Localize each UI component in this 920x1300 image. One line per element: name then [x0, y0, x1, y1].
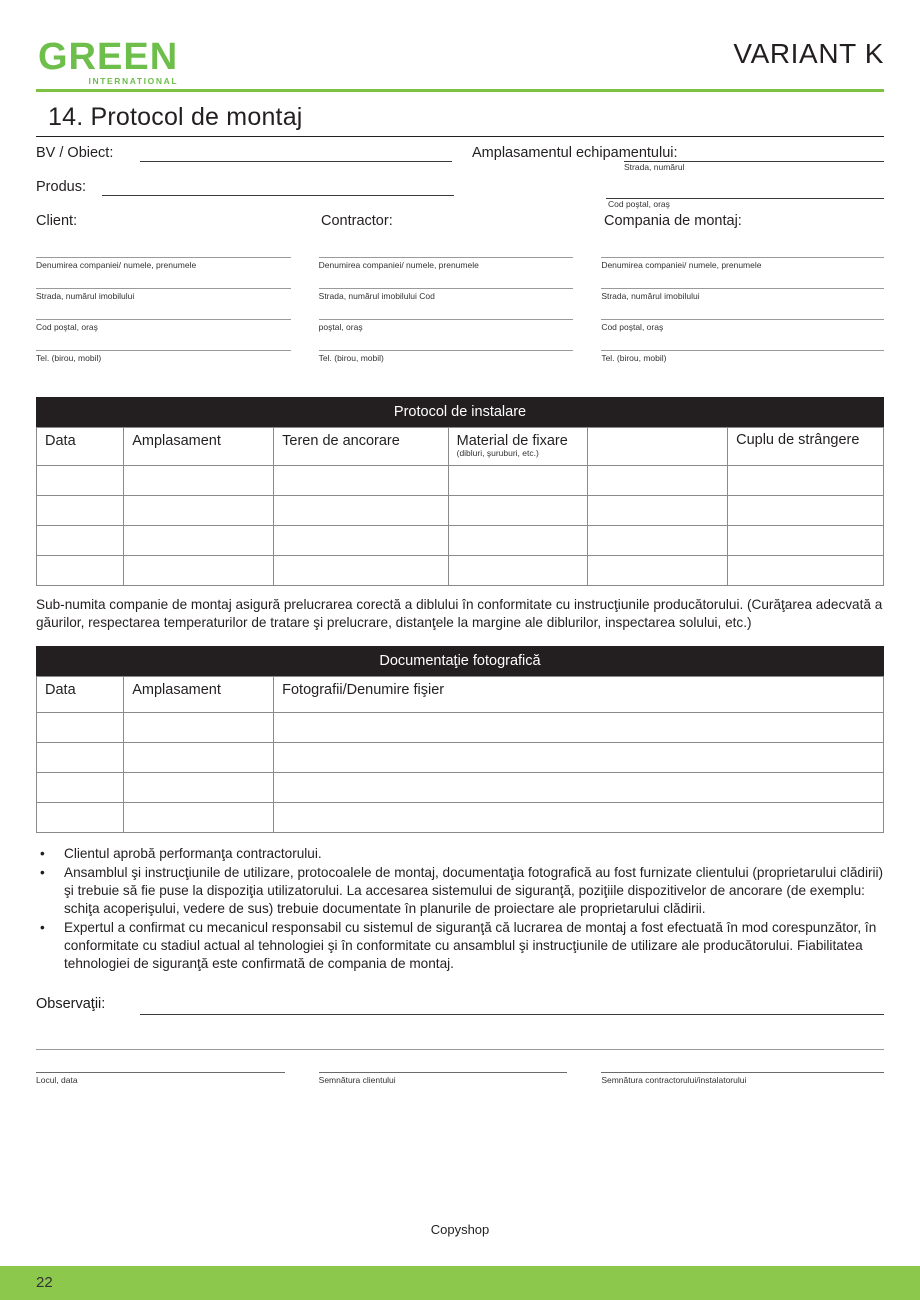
table-cell[interactable] — [274, 712, 884, 742]
install-note-paragraph: Sub-numita companie de montaj asigură prelucrarea corectă a diblului în conformitate cu instrucţiunile producătorului. (Curăţarea adecvată a găurilor, respectarea temperaturilor de tratare şi prelucrare, distanţele la margine ale diblurilor, inspectarea solului, etc.) — [36, 597, 883, 630]
col-header-amplasament — [124, 428, 274, 466]
top-form — [36, 137, 884, 257]
table-cell[interactable] — [124, 556, 274, 586]
produs-label: Produs: — [36, 179, 86, 195]
col-header-cuplu-strangere — [728, 428, 884, 466]
signature-caption: Locul, data — [36, 1075, 78, 1086]
observations-section — [36, 994, 884, 1094]
table-cell[interactable] — [37, 556, 124, 586]
table-cell[interactable] — [274, 802, 884, 832]
col-header-label: Data — [45, 433, 76, 449]
amplasament-echipament-label: Amplasamentul echipamentului: — [472, 145, 678, 161]
client-column-label: Client: — [36, 213, 78, 229]
bv-object-label: BV / Obiect: — [36, 145, 114, 161]
list-item-text: Ansamblul şi instrucţiunile de utilizare, protocoalele de montaj, documentaţia fotografică au fost furnizate clientului (proprietarului clădirii) şi trebuie să fie puse la dispoziţia utilizatorului. La accesarea sistemului de siguranţă, poziţiile dispozitivelor de ancorare (de exemplu: schiţa acoperişului, vedere de sus) trebuie documentate în planurile de proiectare ale proprietarului clădirii. — [64, 864, 884, 916]
address-field[interactable] — [319, 257, 574, 288]
install-protocol-table — [36, 427, 884, 586]
address-field-caption: Denumirea companiei/ numele, prenumele — [601, 260, 762, 270]
page-number: 22 — [36, 1274, 53, 1291]
table-cell[interactable] — [124, 712, 274, 742]
variant-label: VARIANT K — [733, 38, 884, 69]
table-cell[interactable] — [37, 466, 124, 496]
logo-wordmark: GREEN — [38, 36, 179, 78]
table-row[interactable] — [37, 712, 884, 742]
bv-object-input-line[interactable] — [140, 161, 452, 162]
table-cell[interactable] — [124, 742, 274, 772]
contractor-column-label: Contractor: — [321, 213, 393, 229]
list-item — [36, 919, 884, 973]
col-header-label: Fotografii/Denumire fişier — [282, 681, 445, 698]
address-field-caption: Denumirea companiei/ numele, prenumele — [318, 260, 479, 270]
bullet-dot-icon: • — [40, 864, 45, 880]
install-protocol-table-wrap — [36, 397, 884, 586]
address-field-caption: poştal, oraş — [318, 322, 363, 332]
table-cell[interactable] — [37, 712, 124, 742]
signature-caption: Semnătura contractorului/instalatorului — [601, 1075, 747, 1086]
address-field[interactable] — [36, 319, 291, 350]
address-field[interactable] — [319, 319, 574, 350]
list-item-text: Expertul a confirmat cu mecanicul responsabil cu sistemul de siguranţă că lucrarea de montaj a fost efectuată în mod corespunzător, în conformitate cu stadiul actual al tehnologiei şi în conformitate cu ansamblul şi instrucţiunile de utilizare ale producătorului. Fiabilitatea tehnologiei de siguranţă este confirmată de compania de montaj. — [64, 919, 877, 971]
table-cell[interactable] — [37, 802, 124, 832]
col-header-teren-ancorare — [274, 428, 448, 466]
install-protocol-table-body — [37, 466, 884, 586]
table-cell[interactable] — [37, 772, 124, 802]
col-header-label: Amplasament — [132, 681, 221, 698]
table-row[interactable] — [37, 802, 884, 832]
photo-documentation-table-body — [37, 712, 884, 832]
signature-block-contractor[interactable] — [601, 1072, 884, 1085]
table-cell[interactable] — [728, 556, 884, 586]
list-item — [36, 845, 884, 863]
list-item — [36, 864, 884, 918]
table-row[interactable] — [37, 772, 884, 802]
address-field[interactable] — [601, 288, 884, 319]
table-cell[interactable] — [124, 526, 274, 556]
address-field-caption: Strada, numărul imobilului — [36, 291, 135, 301]
observations-label: Observaţii: — [36, 996, 106, 1013]
table-cell[interactable] — [124, 496, 274, 526]
photo-documentation-table-wrap — [36, 646, 884, 833]
address-field-caption: Tel. (birou, mobil) — [36, 353, 102, 363]
table-cell[interactable] — [448, 556, 588, 586]
address-field[interactable] — [36, 350, 291, 381]
table-row[interactable] — [37, 556, 884, 586]
table-cell[interactable] — [588, 556, 728, 586]
list-item-text: Clientul aprobă performanţa contractorului. — [64, 845, 322, 861]
signature-caption: Semnătura clientului — [318, 1075, 396, 1086]
address-field-caption: Tel. (birou, mobil) — [601, 353, 667, 363]
address-field[interactable] — [601, 350, 884, 381]
table-cell[interactable] — [274, 772, 884, 802]
table-row[interactable] — [37, 466, 884, 496]
col-header-label: Amplasament — [132, 433, 221, 449]
section-title-block — [36, 92, 884, 137]
bullet-dot-icon: • — [40, 919, 45, 935]
observations-input-line-2[interactable] — [36, 1049, 884, 1050]
table-cell[interactable] — [37, 742, 124, 772]
table-cell[interactable] — [274, 466, 448, 496]
address-field-caption: Strada, numărul imobilului — [601, 291, 700, 301]
address-field[interactable] — [601, 319, 884, 350]
col-header-label: Cuplu de strângere — [736, 432, 860, 448]
photo-documentation-table-title: Documentaţie fotografică — [36, 646, 884, 676]
table-cell[interactable] — [124, 772, 274, 802]
address-column-client — [36, 257, 319, 381]
table-cell[interactable] — [274, 496, 448, 526]
col-header-label: Material de fixare — [456, 433, 568, 449]
table-cell[interactable] — [588, 466, 728, 496]
col-header-material-fixare — [448, 428, 588, 466]
col-header-sublabel: (dibluri, şuruburi, etc.) — [456, 448, 539, 458]
address-field-caption: Denumirea companiei/ numele, prenumele — [36, 260, 197, 270]
table-cell[interactable] — [728, 496, 884, 526]
header-green-rule — [36, 89, 884, 92]
logo-subtitle: INTERNATIONAL — [88, 76, 179, 86]
conditions-bullet-list — [36, 845, 884, 973]
bullet-dot-icon: • — [40, 845, 45, 861]
address-field[interactable] — [319, 288, 574, 319]
table-cell[interactable] — [448, 466, 588, 496]
signature-row — [36, 1072, 884, 1085]
table-cell[interactable] — [124, 802, 274, 832]
address-field[interactable] — [36, 288, 291, 319]
amplasament-strada-caption: Strada, numărul — [624, 162, 685, 172]
address-field-caption: Cod poştal, oraş — [36, 322, 98, 332]
col-header-data — [37, 676, 124, 712]
table-cell[interactable] — [274, 556, 448, 586]
table-cell[interactable] — [37, 526, 124, 556]
table-cell[interactable] — [728, 466, 884, 496]
footer-text: Copyshop — [430, 1222, 490, 1237]
page-title: 14. Protocol de montaj — [48, 103, 303, 131]
table-cell[interactable] — [37, 496, 124, 526]
install-protocol-table-title: Protocol de instalare — [36, 397, 884, 427]
table-cell[interactable] — [124, 466, 274, 496]
table-cell[interactable] — [448, 496, 588, 526]
photo-documentation-table — [36, 676, 884, 833]
address-column-compania-montaj — [601, 257, 884, 381]
signature-block-locul-data[interactable] — [36, 1072, 319, 1085]
address-field[interactable] — [36, 257, 291, 288]
compania-montaj-column-label: Compania de montaj: — [604, 213, 742, 229]
table-row[interactable] — [37, 742, 884, 772]
address-columns — [36, 257, 884, 381]
address-column-contractor — [319, 257, 602, 381]
table-cell[interactable] — [274, 526, 448, 556]
col-header-fotografii — [274, 676, 884, 712]
address-field[interactable] — [319, 350, 574, 381]
observations-input-line-1[interactable] — [140, 1014, 884, 1015]
col-header-label: Data — [45, 681, 76, 698]
col-header-blank — [588, 428, 728, 466]
address-field[interactable] — [601, 257, 884, 288]
address-field-caption: Cod poştal, oraş — [601, 322, 664, 332]
amplasament-cod-caption: Cod poştal, oraş — [608, 199, 670, 209]
address-field-caption: Tel. (birou, mobil) — [318, 353, 384, 363]
signature-block-client[interactable] — [319, 1072, 602, 1085]
footer-green-bar — [0, 1266, 920, 1300]
page-header — [0, 0, 920, 92]
table-header-row — [37, 676, 884, 712]
table-cell[interactable] — [728, 526, 884, 556]
table-row[interactable] — [37, 526, 884, 556]
col-header-data — [37, 428, 124, 466]
table-row[interactable] — [37, 496, 884, 526]
table-cell[interactable] — [588, 526, 728, 556]
table-cell[interactable] — [448, 526, 588, 556]
col-header-label: Teren de ancorare — [282, 433, 400, 449]
green-international-logo — [38, 38, 178, 86]
table-cell[interactable] — [274, 742, 884, 772]
produs-input-line[interactable] — [102, 195, 454, 196]
table-cell[interactable] — [588, 496, 728, 526]
col-header-amplasament — [124, 676, 274, 712]
table-header-row — [37, 428, 884, 466]
address-field-caption: Strada, numărul imobilului Cod — [318, 291, 435, 301]
